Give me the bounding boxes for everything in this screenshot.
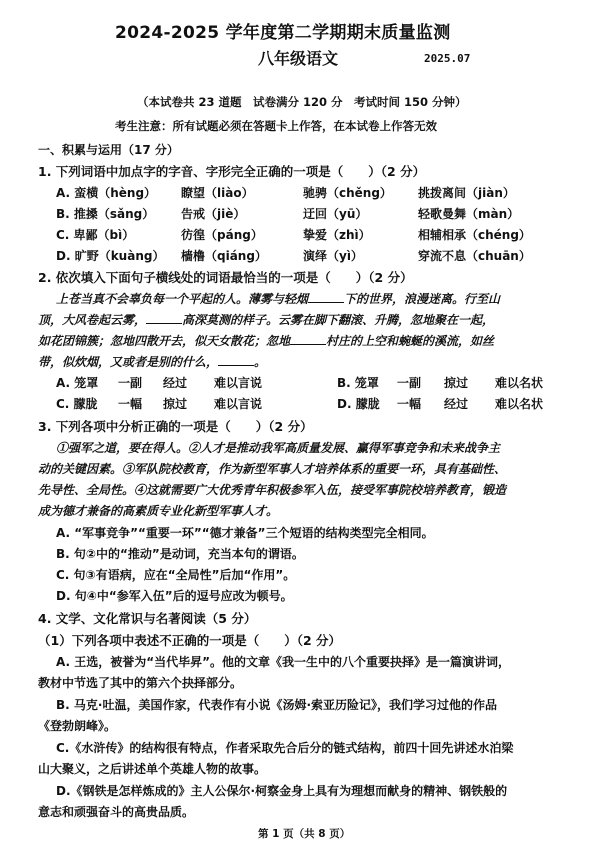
q2-d-4: 难以名状 [495, 397, 544, 411]
q1-option-d-4: 穿流不息（chuān） [418, 249, 531, 263]
blank-1 [308, 292, 344, 303]
q1-option-b-2: 告戒（jiè） [181, 207, 246, 221]
q2-text: 村庄的上空和蜿蜒的溪流，如丝 [326, 334, 495, 348]
q2-passage-line-3 [38, 332, 494, 349]
q2-d-3: 经过 [444, 397, 469, 411]
q4-option-d-line-2: 意志和顽强奋斗的高贵品质。 [38, 805, 195, 819]
q1-option-d-2: 樯橹（qiáng） [181, 249, 267, 263]
q2-text: 如花团锦簇；忽地四散开去，似天女散花；忽地 [38, 334, 291, 348]
q3-option-a: A. “军事竞争”“重要一环”“德才兼备”三个短语的结构类型完全相同。 [56, 526, 434, 540]
q1-option-c-4: 相辅相承（chéng） [418, 228, 531, 242]
q4-option-d-line-1: D.《钢铁是怎样炼成的》主人公保尔·柯察金身上具有为理想而献身的精神、钢铁般的 [56, 784, 508, 798]
page-number: 第 1 页（共 8 页） [258, 828, 351, 840]
exam-title: 2024-2025 学年度第二学期期末质量监测 [115, 23, 451, 43]
exam-notice: 考生注意：所有试题必须在答题卡上作答，在本试卷上作答无效 [115, 119, 437, 133]
q1-option-a-4: 挑拨离间（jiàn） [418, 186, 515, 200]
q2-passage-line-2 [38, 311, 494, 328]
q4-option-c-line-1: C.《水浒传》的结构很有特点，作者采取先合后分的链式结构，前四十回先讲述水泊梁 [56, 741, 514, 755]
q3-option-c: C. 句③有语病，应在“全局性”后加“作用”。 [56, 568, 296, 582]
q1-option-a-2: 瞭望（liào） [181, 186, 254, 200]
q1-option-d-3: 演绎（yì） [303, 249, 363, 263]
q3-passage-line-3: 先导性、全局性。④这就需要广大优秀青年积极参军入伍，接受军事院校培养教育，锻造 [38, 483, 507, 497]
q2-b-4: 难以名状 [495, 376, 544, 390]
q2-passage-line-4 [38, 353, 266, 370]
q2-d-2: 一幅 [397, 397, 422, 411]
q2-text: 顶，大风卷起云雾， [38, 313, 147, 327]
q1-option-a-1: A. 蛮横（hèng） [56, 186, 157, 200]
q2-b-2: 一副 [397, 376, 422, 390]
q3-option-b: B. 句②中的“推动”是动词，充当本句的谓语。 [56, 547, 304, 561]
blank-2 [146, 313, 182, 324]
q1-option-c-3: 挚爱（zhì） [303, 228, 371, 242]
question-1-stem: 1. 下列词语中加点字的字音、字形完全正确的一项是（ ）（2 分） [38, 164, 426, 179]
q1-option-a-3: 驰骋（chěng） [303, 186, 392, 200]
exam-subject: 八年级语文 [258, 49, 339, 68]
q2-d-1: D. 朦胧 [337, 397, 380, 411]
q2-c-1: C. 朦胧 [56, 397, 98, 411]
question-3-stem: 3. 下列各项中分析正确的一项是（ ）（2 分） [38, 419, 313, 434]
question-4-stem: 4. 文学、文化常识与名著阅读（5 分） [38, 611, 257, 626]
q2-text: 下的世界，浪漫迷离。行至山 [344, 292, 501, 306]
blank-4 [218, 355, 254, 366]
q3-passage-line-2: 动的关键因素。③军队院校教育，作为新型军事人才培养体系的重要一环，具有基础性、 [38, 462, 507, 476]
q3-passage-line-1: ①强军之道，要在得人。②人才是推动我军高质量发展、赢得军事竞争和未来战争主 [56, 441, 501, 455]
question-2-stem: 2. 依次填入下面句子横线处的词语最恰当的一项是（ ）（2 分） [38, 270, 413, 285]
q2-c-4: 难以言说 [214, 397, 263, 411]
blank-3 [290, 334, 326, 345]
q1-option-b-3: 迂回（yū） [303, 207, 368, 221]
q2-b-1: B. 笼罩 [337, 376, 379, 390]
q1-option-c-2: 彷徨（páng） [181, 228, 263, 242]
q2-c-2: 一幅 [118, 397, 143, 411]
question-4-1-stem: （1）下列各项中表述不正确的一项是（ ）（2 分） [38, 633, 341, 648]
q2-text: 高深莫测的样子。云雾在脚下翻滚、升腾，忽地聚在一起， [182, 313, 495, 327]
q2-a-4: 难以言说 [214, 376, 263, 390]
q2-passage-line-1 [56, 290, 500, 307]
q4-option-a-line-2: 教材中节选了其中的第六个抉择部分。 [38, 676, 243, 690]
q1-option-c-1: C. 卑鄙（bì） [56, 228, 135, 242]
q3-option-d: D. 句④中“参军入伍”后的逗号应改为顿号。 [56, 589, 293, 603]
q2-text: 带，似炊烟，又或者是别的什么， [38, 355, 219, 369]
q2-text: 上苍当真不会辜负每一个平起的人。薄雾与轻烟 [56, 292, 309, 306]
exam-info: （本试卷共 23 道题 试卷满分 120 分 考试时间 150 分钟） [137, 95, 467, 109]
q2-a-1: A. 笼罩 [56, 376, 99, 390]
q1-option-b-4: 轻歌曼舞（màn） [418, 207, 520, 221]
q4-option-b-line-2: 《登勃朗峰》。 [38, 719, 117, 733]
q2-c-3: 掠过 [163, 397, 188, 411]
exam-date: 2025.07 [424, 52, 471, 65]
q2-a-3: 经过 [163, 376, 188, 390]
q2-b-3: 掠过 [444, 376, 469, 390]
section-title: 一、积累与运用（17 分） [38, 143, 179, 157]
q4-option-b-line-1: B. 马克·吐温，美国作家，代表作有小说《汤姆·索亚历险记》，我们学习过他的作品 [56, 698, 498, 712]
q2-text: 。 [254, 355, 267, 369]
q4-option-a-line-1: A. 王选，被誉为“当代毕昇”。他的文章《我一生中的八个重要抉择》是一篇演讲词， [56, 655, 511, 669]
q1-option-d-1: D. 旷野（kuàng） [56, 249, 165, 263]
q4-option-c-line-2: 山大聚义，之后讲述单个英雄人物的故事。 [38, 762, 267, 776]
q3-passage-line-4: 成为德才兼备的高素质专业化新型军事人才。 [38, 504, 279, 518]
q2-a-2: 一副 [118, 376, 143, 390]
q1-option-b-1: B. 推搡（sǎng） [56, 207, 155, 221]
